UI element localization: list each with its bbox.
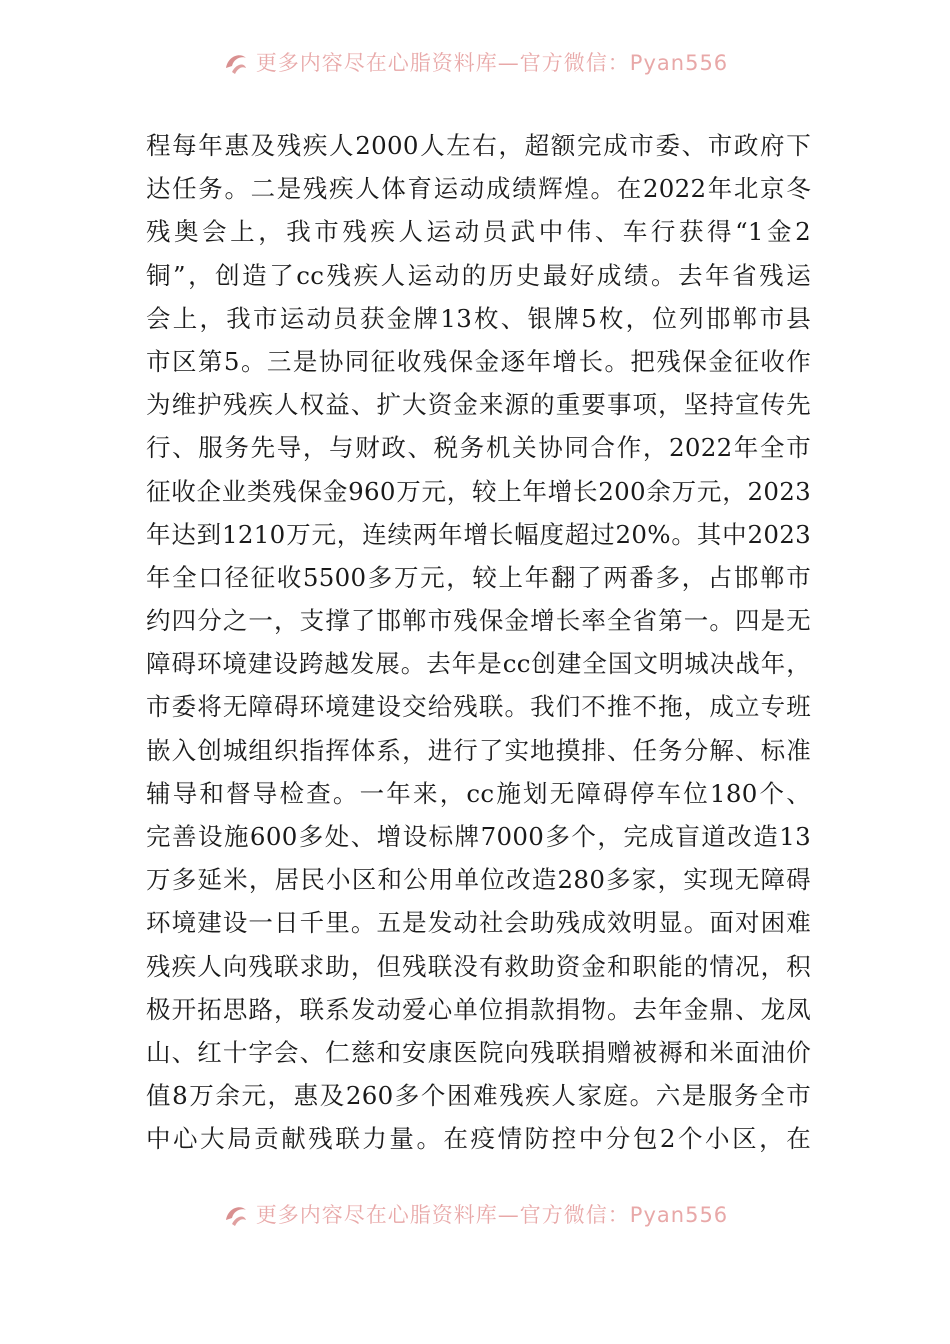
text-line: 残疾人向残联求助，但残联没有救助资金和职能的情况，积 xyxy=(146,951,811,981)
text-line: 万多延米，居民小区和公用单位改造280多家，实现无障碍 xyxy=(146,865,811,895)
watermark-text: 更多内容尽在心脂资料库—官方微信：Pyan556 xyxy=(255,52,729,75)
text-line: 障碍环境建设跨越发展。去年是cc创建全国文明城决战年， xyxy=(146,649,811,679)
text-line: 铜”，创造了cc残疾人运动的历史最好成绩。去年省残运 xyxy=(146,260,811,290)
text-line: 辅导和督导检查。一年来，cc施划无障碍停车位180个、 xyxy=(146,778,811,808)
red-swirl-logo-icon xyxy=(222,52,250,76)
text-line: 为维护残疾人权益、扩大资金来源的重要事项，坚持宣传先 xyxy=(146,390,811,420)
text-line: 残奥会上，我市残疾人运动员武中伟、车行获得“1金2 xyxy=(146,217,811,247)
red-swirl-logo-icon xyxy=(222,1204,250,1228)
text-line: 约四分之一，支撑了邯郸市残保金增长率全省第一。四是无 xyxy=(146,606,811,636)
text-line: 极开拓思路，联系发动爱心单位捐款捐物。去年金鼎、龙凤 xyxy=(146,994,811,1024)
text-line: 市委将无障碍环境建设交给残联。我们不推不拖，成立专班 xyxy=(146,692,811,722)
text-line: 中心大局贡献残联力量。在疫情防控中分包2个小区，在 xyxy=(146,1124,811,1154)
text-line: 达任务。二是残疾人体育运动成绩辉煌。在2022年北京冬 xyxy=(146,174,811,204)
text-line: 会上，我市运动员获金牌13枚、银牌5枚，位列邯郸市县 xyxy=(146,303,811,333)
watermark-text: 更多内容尽在心脂资料库—官方微信：Pyan556 xyxy=(255,1204,729,1227)
text-line: 年全口径征收5500多万元，较上年翻了两番多，占邯郸市 xyxy=(146,562,811,592)
body-text xyxy=(146,124,811,1161)
text-line: 完善设施600多处、增设标牌7000多个，完成盲道改造13 xyxy=(146,822,811,851)
header-watermark xyxy=(0,52,950,88)
text-line: 山、红十字会、仁慈和安康医院向残联捐赠被褥和米面油价 xyxy=(146,1037,811,1067)
text-line: 行、服务先导，与财政、税务机关协同合作，2022年全市 xyxy=(146,433,811,463)
text-line: 年达到1210万元，连续两年增长幅度超过20%。其中2023 xyxy=(146,519,811,549)
text-line: 征收企业类残保金960万元，较上年增长200余万元，2023 xyxy=(146,476,811,506)
footer-watermark xyxy=(0,1204,950,1240)
text-line: 市区第5。三是协同征收残保金逐年增长。把残保金征收作 xyxy=(146,346,811,376)
text-line: 环境建设一日千里。五是发动社会助残成效明显。面对困难 xyxy=(146,908,811,938)
text-line: 嵌入创城组织指挥体系，进行了实地摸排、任务分解、标准 xyxy=(146,735,811,765)
text-line: 程每年惠及残疾人2000人左右，超额完成市委、市政府下 xyxy=(146,131,811,160)
text-line: 值8万余元，惠及260多个困难残疾人家庭。六是服务全市 xyxy=(146,1081,811,1111)
